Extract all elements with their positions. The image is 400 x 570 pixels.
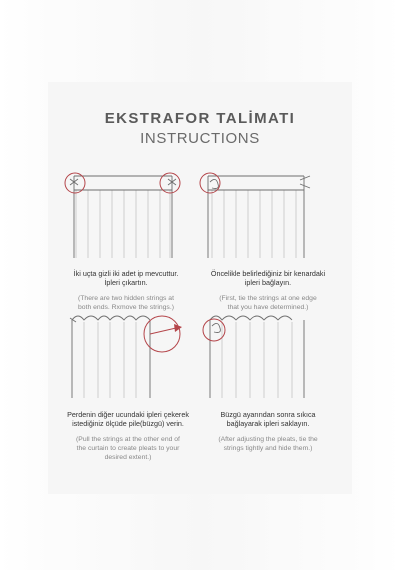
step-1-caption bbox=[58, 269, 194, 312]
step-3-text-en-2: the curtain to create pleats to your bbox=[76, 445, 180, 452]
step-2-text-en-2: that you have determined.) bbox=[227, 304, 309, 311]
title-sub: INSTRUCTIONS bbox=[140, 130, 260, 147]
step-4-caption bbox=[198, 410, 338, 453]
step-3-caption bbox=[56, 410, 200, 462]
step-2-illustration bbox=[196, 170, 316, 260]
step-3-illustration bbox=[66, 308, 186, 400]
step-2-text-tr-1: Öncelikle belirlediğiniz bir kenardaki bbox=[210, 269, 326, 278]
step-3-text-tr-2: istediğiniz ölçüde pile(büzgü) verin. bbox=[72, 419, 184, 428]
step-3-text-en-1: (Pull the strings at the other end of bbox=[76, 436, 180, 443]
step-1-text-tr-1: İki uçta gizli iki adet ip mevcuttur. bbox=[73, 269, 179, 278]
step-1-text-tr-2: İpleri çıkartın. bbox=[104, 278, 148, 287]
step-4-illustration bbox=[198, 308, 310, 400]
step-3-text-tr-1: Perdenin diğer ucundaki ipleri çekerek bbox=[67, 410, 189, 419]
step-2-caption bbox=[198, 269, 338, 312]
title-main: EKSTRAFOR TALİMATI bbox=[104, 110, 296, 127]
step-2-text-tr-2: ipleri bağlayın. bbox=[244, 278, 292, 287]
step-2-text-en-1: (First, tie the strings at one edge bbox=[219, 295, 317, 302]
step-1-text-en-2: both ends. Rxmove the strings.) bbox=[78, 304, 174, 311]
step-4-text-tr-2: bağlayarak ipleri saklayın. bbox=[226, 419, 310, 428]
step-4-text-en-1: (After adjusting the pleats, tie the bbox=[218, 436, 318, 443]
step-1-text-en-1: (There are two hidden strings at bbox=[78, 295, 174, 302]
step-4-text-tr-1: Büzgü ayarından sonra sıkıca bbox=[220, 410, 316, 419]
step-4-text-en-2: strings tightly and hide them.) bbox=[223, 445, 313, 452]
step-1-illustration bbox=[66, 170, 182, 260]
step-3-text-en-3: desired extent.) bbox=[104, 454, 152, 461]
